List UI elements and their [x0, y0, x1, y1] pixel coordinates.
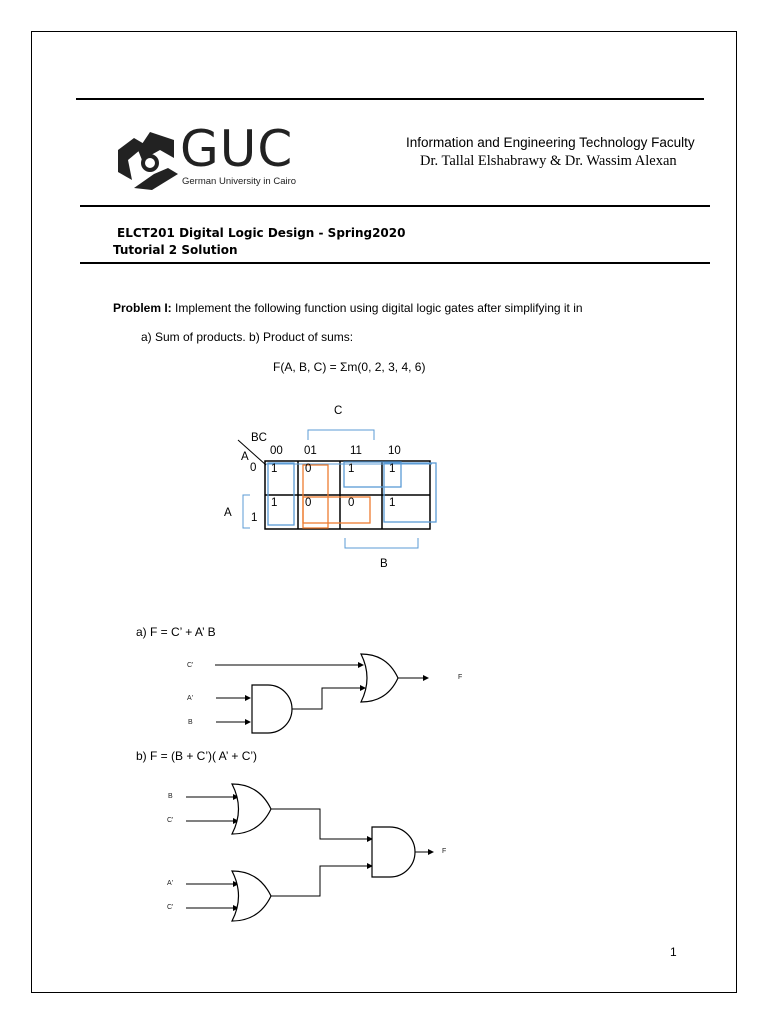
kmap-row-header: 1 [251, 512, 258, 524]
kmap-row-header: 0 [250, 462, 257, 474]
circuit-b-input-c2: C' [167, 904, 174, 911]
logo-subtitle: German University in Cairo [182, 176, 297, 187]
kmap-var-c: C [334, 405, 343, 417]
faculty-name: Information and Engineering Technology Faculty [406, 135, 695, 150]
problem-item-a: a) Sum of products. b) Product of sums: [141, 330, 354, 344]
course-title: ELCT201 Digital Logic Design - Spring2020 [117, 226, 406, 240]
logo-text: GUC [180, 120, 294, 178]
page-number: 1 [670, 945, 677, 959]
solution-a-label: a) F = C’ + A’ B [136, 625, 216, 639]
authors: Dr. Tallal Elshabrawy & Dr. Wassim Alexan [420, 153, 677, 169]
kmap-cell: 0 [305, 463, 312, 475]
or-gate-icon [232, 871, 271, 921]
kmap-cell: 1 [271, 463, 278, 475]
circuit-a-input-c: C' [187, 662, 194, 669]
kmap-cell: 1 [389, 497, 396, 509]
wire [271, 809, 372, 839]
kmap-var-b: B [380, 558, 388, 570]
kmap-cell: 0 [348, 497, 355, 509]
kmap-label-bc: BC [251, 432, 267, 444]
kmap-cell: 1 [271, 497, 278, 509]
and-gate-icon [372, 827, 415, 877]
circuit-b-input-c1: C' [167, 817, 174, 824]
kmap-col-header: 11 [350, 445, 362, 457]
kmap-var-a: A [224, 507, 232, 519]
circuit-b-input-a: A' [167, 880, 174, 887]
kmap-col-header: 00 [270, 445, 283, 457]
problem-label: Problem I: [113, 301, 172, 315]
kmap-label-a-corner: A [241, 451, 249, 463]
function-definition: F(A, B, C) = Σm(0, 2, 3, 4, 6) [273, 360, 426, 374]
kmap-cell: 0 [305, 497, 312, 509]
problem-text: Implement the following function using digital logic gates after simplifying it in [171, 301, 583, 315]
wire [271, 866, 372, 896]
kmap-col-header: 01 [304, 445, 317, 457]
kmap-col-header: 10 [388, 445, 401, 457]
kmap-cell: 1 [389, 463, 396, 475]
circuit-a-output: F [458, 674, 463, 681]
kmap-cell: 1 [348, 463, 355, 475]
circuit-a-input-a: A' [187, 695, 194, 702]
circuit-b-input-b: B [168, 793, 173, 800]
circuit-a-input-b: B [188, 719, 193, 726]
or-gate-icon [232, 784, 271, 834]
solution-b-label: b) F = (B + C’)( A’ + C’) [136, 749, 258, 763]
course-subtitle: Tutorial 2 Solution [113, 243, 238, 257]
circuit-b-output: F [442, 848, 447, 855]
